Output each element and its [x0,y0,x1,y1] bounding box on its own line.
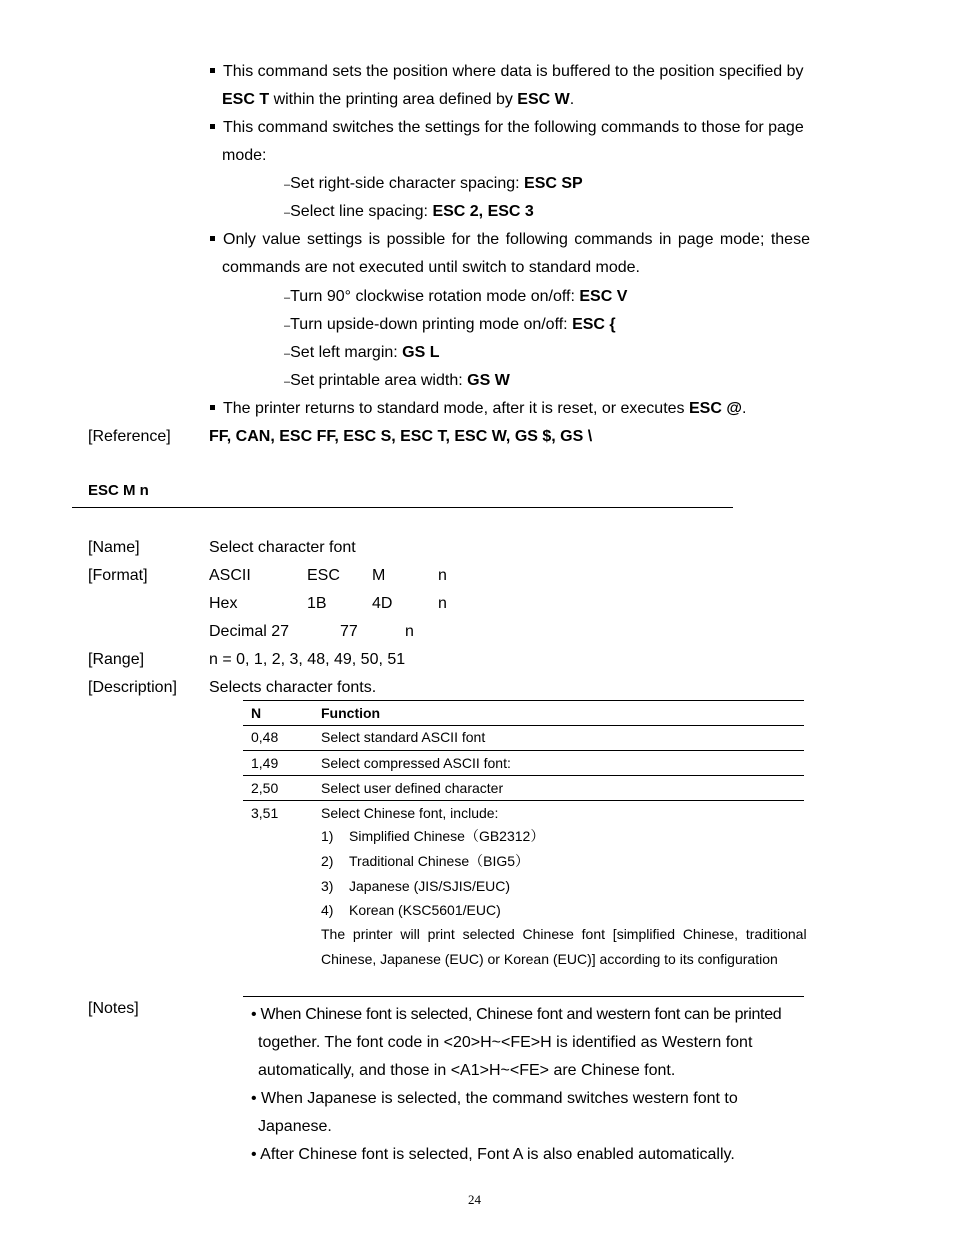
dash-icon: – [284,376,291,388]
dash-icon: – [284,320,291,332]
table-row-2-n: 2,50 [251,780,279,796]
notes-line-1: • When Chinese font is selected, Chinese font and western font can be printed [251,1006,782,1023]
notes-line-6: • After Chinese font is selected, Font A is also enabled automatically. [251,1146,735,1163]
description-label: [Description] [88,679,177,696]
cmd-esc-at: ESC @ [689,400,742,417]
table-row-0-n: 0,48 [251,729,279,745]
table-rule [243,775,804,776]
table-rule [243,800,804,801]
bullet-2-sub-2 [284,202,534,223]
cmd-esc-w: ESC W [517,91,570,108]
chinese-item-3-text: Japanese (JIS/SJIS/EUC) [349,878,511,894]
format-hex-1: 1B [307,595,327,612]
chinese-note-line-2: Chinese, Japanese (EUC) or Korean (EUC)] according to its configuration [321,951,778,967]
chinese-item-2-text: Traditional Chinese（BIG5） [349,853,530,869]
notes-line-3: automatically, and those in <A1>H~<FE> are Chinese font. [258,1062,676,1079]
chinese-item-1-num: 1) [321,828,334,844]
chinese-item-1-text: Simplified Chinese（GB2312） [349,828,545,844]
table-rule [243,750,804,751]
bullet-2-line-2: mode: [222,147,267,164]
cmd-esc-brace: ESC { [572,316,616,333]
bullet-3-text-1: Only value settings is possible for the following commands in page mode; these [223,231,810,248]
cmd-esc-t: ESC T [222,91,270,108]
cmd-esc-v: ESC V [579,288,628,305]
format-dec-2: n [405,623,414,640]
square-bullet-icon [210,236,215,241]
sub-text: Select line spacing: [290,203,433,220]
chinese-item-2-num: 2) [321,853,334,869]
format-dec-1: 77 [340,623,358,640]
table-row-0-f: Select standard ASCII font [321,729,486,745]
reference-value [209,427,592,447]
range-value: n = 0, 1, 2, 3, 48, 49, 50, 51 [209,651,406,668]
notes-line-4: • When Japanese is selected, the command switches western font to [251,1090,738,1107]
table-row-3-n: 3,51 [251,805,279,821]
dash-icon: – [284,207,291,219]
format-ascii-1: ESC [307,567,340,584]
chinese-item-4-text: Korean (KSC5601/EUC) [349,902,501,918]
table-bottom-rule [243,996,804,997]
format-ascii-2: M [372,567,386,584]
bullet-3-sub-4 [284,371,510,392]
format-hex-0: Hex [209,595,238,612]
sub-text: Set printable area width: [290,372,468,389]
section-title [88,481,149,501]
bullet-3-line-2: commands are not executed until switch to standard mode. [222,259,640,276]
bullet-4-text: The printer returns to standard mode, after it is reset, or executes [223,400,689,417]
notes-line-5: Japanese. [258,1118,332,1135]
format-hex-3: n [438,595,447,612]
bullet-4-period: . [741,400,747,417]
bullet-2-sub-1 [284,174,583,195]
format-hex-2: 4D [372,595,393,612]
bullet-3-sub-2 [284,315,616,336]
square-bullet-icon [210,68,215,73]
name-label: [Name] [88,539,140,556]
table-rule [243,725,804,726]
dash-icon: – [284,292,291,304]
name-value: Select character font [209,539,356,556]
dash-icon: – [284,348,291,360]
bullet-4 [210,399,746,419]
format-dec-0: Decimal 27 [209,623,290,640]
cmd-gs-w: GS W [467,372,510,389]
chinese-item-4-num: 4) [321,902,334,918]
reference-label: [Reference] [88,428,171,445]
section-divider [72,507,733,508]
bullet-1-text-1: This command sets the position where data is buffered to the position specified by [223,63,804,80]
format-ascii-3: n [438,567,447,584]
bullet-1-line-1 [210,62,803,82]
table-header-n [251,703,261,723]
range-label: [Range] [88,651,145,668]
table-row-2-f: Select user defined character [321,780,504,796]
page-number: 24 [468,1192,481,1207]
bullet-1-text-2: within the printing area defined by [269,91,518,108]
bullet-1-line-2 [222,90,574,110]
notes-line-2: together. The font code in <20>H~<FE>H is identified as Western font [258,1034,753,1051]
bullet-2-line-1 [210,118,804,138]
bullet-3-sub-3 [284,343,440,364]
bullet-1-period: . [569,91,575,108]
table-top-rule [243,700,804,701]
header-function-text: Function [321,705,381,721]
notes-label: [Notes] [88,1000,139,1017]
sub-text: Set left margin: [290,344,403,361]
dash-icon: – [284,179,291,191]
table-row-3-f: Select Chinese font, include: [321,805,499,821]
format-ascii-0: ASCII [209,567,251,584]
bullet-2-text-1: This command switches the settings for the following commands to those for page [223,119,804,136]
cmd-esc-2-3: ESC 2, ESC 3 [432,203,534,220]
cmd-esc-sp: ESC SP [524,175,583,192]
chinese-note-line-1: The printer will print selected Chinese font [simplified Chinese, traditional [321,926,807,942]
square-bullet-icon [210,124,215,129]
square-bullet-icon [210,405,215,410]
sub-text: Turn 90° clockwise rotation mode on/off: [290,288,580,305]
description-value: Selects character fonts. [209,679,377,696]
table-row-1-n: 1,49 [251,755,279,771]
table-row-1-f: Select compressed ASCII font: [321,755,511,771]
bullet-3-line-1 [210,230,810,250]
bullet-3-sub-1 [284,287,627,308]
table-header-function [321,703,380,723]
cmd-gs-l: GS L [402,344,440,361]
section-title-text: ESC M n [88,482,149,499]
sub-text: Set right-side character spacing: [290,175,525,192]
format-label: [Format] [88,567,148,584]
reference-commands: FF, CAN, ESC FF, ESC S, ESC T, ESC W, GS $, GS \ [209,428,593,445]
chinese-item-3-num: 3) [321,878,334,894]
header-n-text: N [251,705,262,721]
sub-text: Turn upside-down printing mode on/off: [290,316,573,333]
